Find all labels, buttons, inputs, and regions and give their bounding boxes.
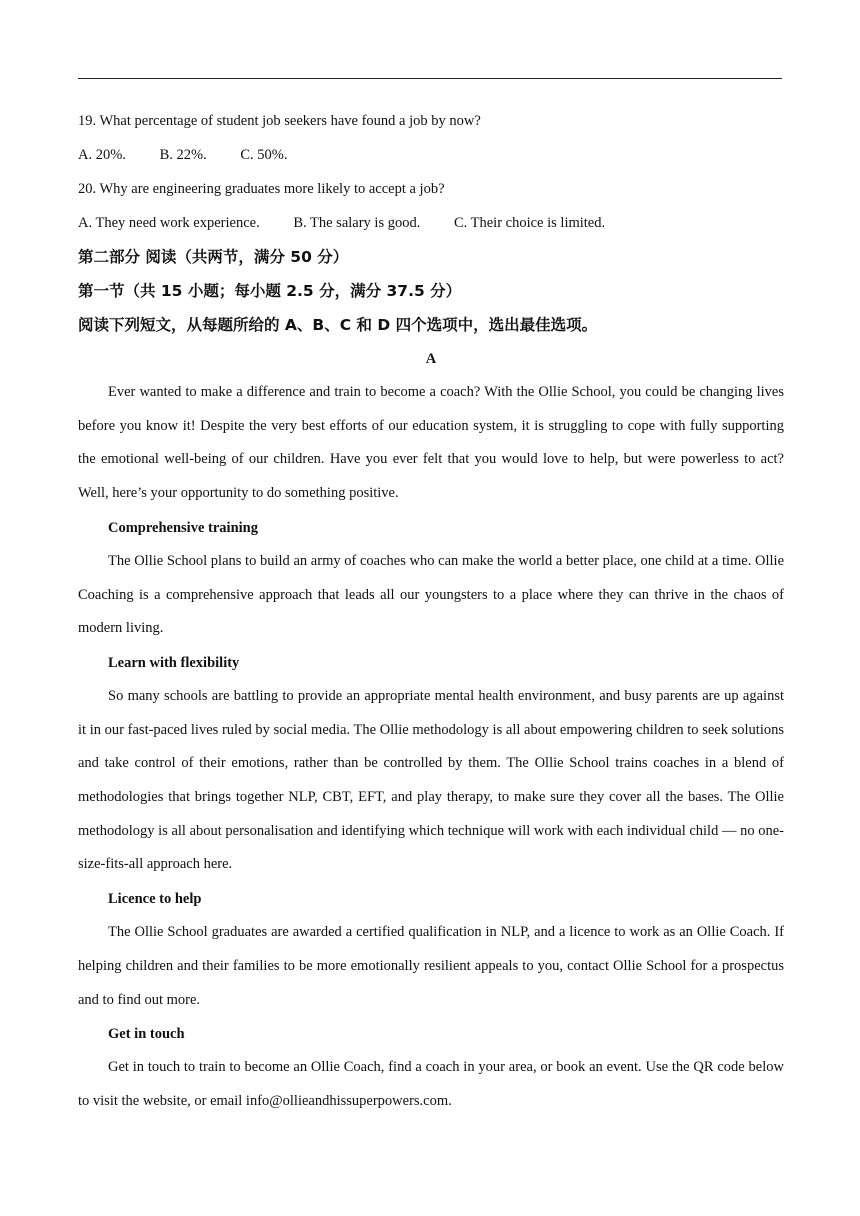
reading-instruction: 阅读下列短文，从每题所给的 A、B、C 和 D 四个选项中，选出最佳选项。 (78, 316, 598, 334)
section-title: 第一节（共 15 小题；每小题 2.5 分，满分 37.5 分） (78, 282, 462, 300)
question-20-option-a: A. They need work experience. (78, 215, 260, 231)
question-20-stem: 20. Why are engineering graduates more likely to accept a job? (78, 181, 445, 197)
section-body-flexibility: So many schools are battling to provide an appropriate mental health environment, and busy parents are up against it in our fast-paced lives ruled by social media. The Ollie methodology is all about empowering children to seek solutions and take control of their emotions, rather than be controlled by them. The Ollie School trains coaches in a blend of methodologies that brings together NLP, CBT, EFT, and play therapy, to make sure they cover all the bases. The Ollie methodology is all about personalisation and identifying which technique will work with each individual child — no one-size-fits-all approach here. (78, 687, 784, 873)
question-20-option-b: B. The salary is good. (293, 215, 421, 231)
section-body-licence: The Ollie School graduates are awarded a certified qualification in NLP, and a licence to work as an Ollie Coach. If helping children and their families to be more emotionally resilient appeals to you, contact Ollie School for a prospectus and to find out more. (78, 924, 784, 1008)
section-body-contact: Get in touch to train to become an Ollie Coach, find a coach in your area, or book an event. Use the QR code below to visit the website, or email info@ollieandhissuperpowers.com. (78, 1059, 784, 1109)
question-20-options (78, 206, 784, 240)
page-content (78, 104, 784, 1119)
section-body-training: The Ollie School plans to build an army of coaches who can make the world a better place, one child at a time. Ollie Coaching is a comprehensive approach that leads all our youngsters to a place where they can thrive in the chaos of modern living. (78, 552, 784, 637)
passage-letter: A (425, 351, 437, 367)
question-19-options (78, 138, 784, 172)
section-heading-licence: Licence to help (108, 891, 202, 908)
section-heading-flexibility: Learn with flexibility (108, 654, 240, 671)
passage-intro: Ever wanted to make a difference and train to become a coach? With the Ollie School, you could be changing lives before you know it! Despite the very best efforts of our education system, it is struggling to cope with fully supporting the emotional well-being of our children. Have you ever felt that you would love to help, but were powerless to act? Well, here’s your opportunity to do something positive. (78, 384, 784, 502)
part-title: 第二部分 阅读（共两节，满分 50 分） (78, 248, 349, 266)
section-heading-training: Comprehensive training (108, 519, 258, 536)
question-19-option-a: A. 20%. (78, 147, 126, 163)
question-19-option-b: B. 22%. (159, 147, 207, 163)
question-19-option-c: C. 50%. (240, 147, 288, 163)
section-heading-contact: Get in touch (108, 1026, 185, 1043)
header-rule (78, 78, 782, 79)
question-19-stem: 19. What percentage of student job seekers have found a job by now? (78, 113, 481, 129)
question-20-option-c: C. Their choice is limited. (453, 215, 606, 231)
